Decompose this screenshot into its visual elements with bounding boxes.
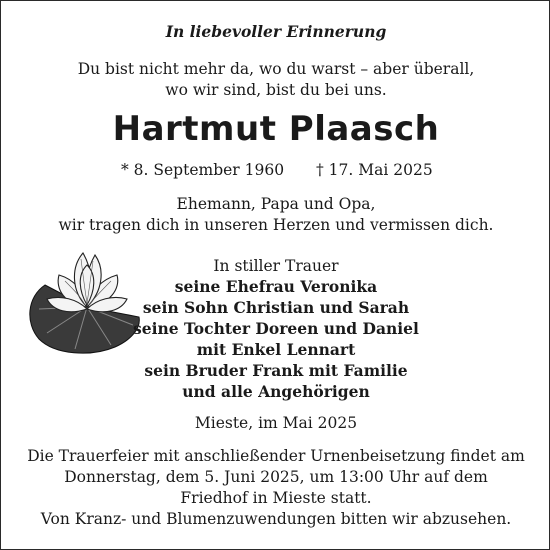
mourning-intro: In stiller Trauer <box>213 257 339 275</box>
place-date: Mieste, im Mai 2025 <box>194 414 358 432</box>
mourner-3: seine Tochter Doreen und Daniel <box>133 319 419 338</box>
funeral-line-4: Von Kranz- und Blumenzuwendungen bitten wir abzusehen. <box>40 510 512 528</box>
deceased-name: Hartmut Plaasch <box>112 109 440 149</box>
mourner-5: sein Bruder Frank mit Familie <box>144 361 408 380</box>
tribute-line-2: wir tragen dich in unseren Herzen und vermissen dich. <box>58 216 494 234</box>
intro-line-1: Du bist nicht mehr da, wo du warst – aber überall, <box>77 60 475 78</box>
mourner-2: sein Sohn Christian und Sarah <box>142 298 410 317</box>
heading: In liebevoller Erinnerung <box>165 22 387 41</box>
tribute-line-1: Ehemann, Papa und Opa, <box>176 195 376 213</box>
funeral-line-2: Donnerstag, dem 5. Juni 2025, um 13:00 Uhr auf dem <box>64 468 488 486</box>
death-date: † 17. Mai 2025 <box>316 161 433 179</box>
mourner-4: mit Enkel Lennart <box>196 340 356 359</box>
mourner-1: seine Ehefrau Veronika <box>174 277 378 296</box>
intro-line-2: wo wir sind, bist du bei uns. <box>165 81 387 99</box>
funeral-line-3: Friedhof in Mieste statt. <box>180 489 372 507</box>
mourner-6: und alle Angehörigen <box>182 382 370 401</box>
funeral-line-1: Die Trauerfeier mit anschließender Urnenbeisetzung findet am <box>27 447 525 465</box>
birth-date: * 8. September 1960 <box>121 161 285 179</box>
